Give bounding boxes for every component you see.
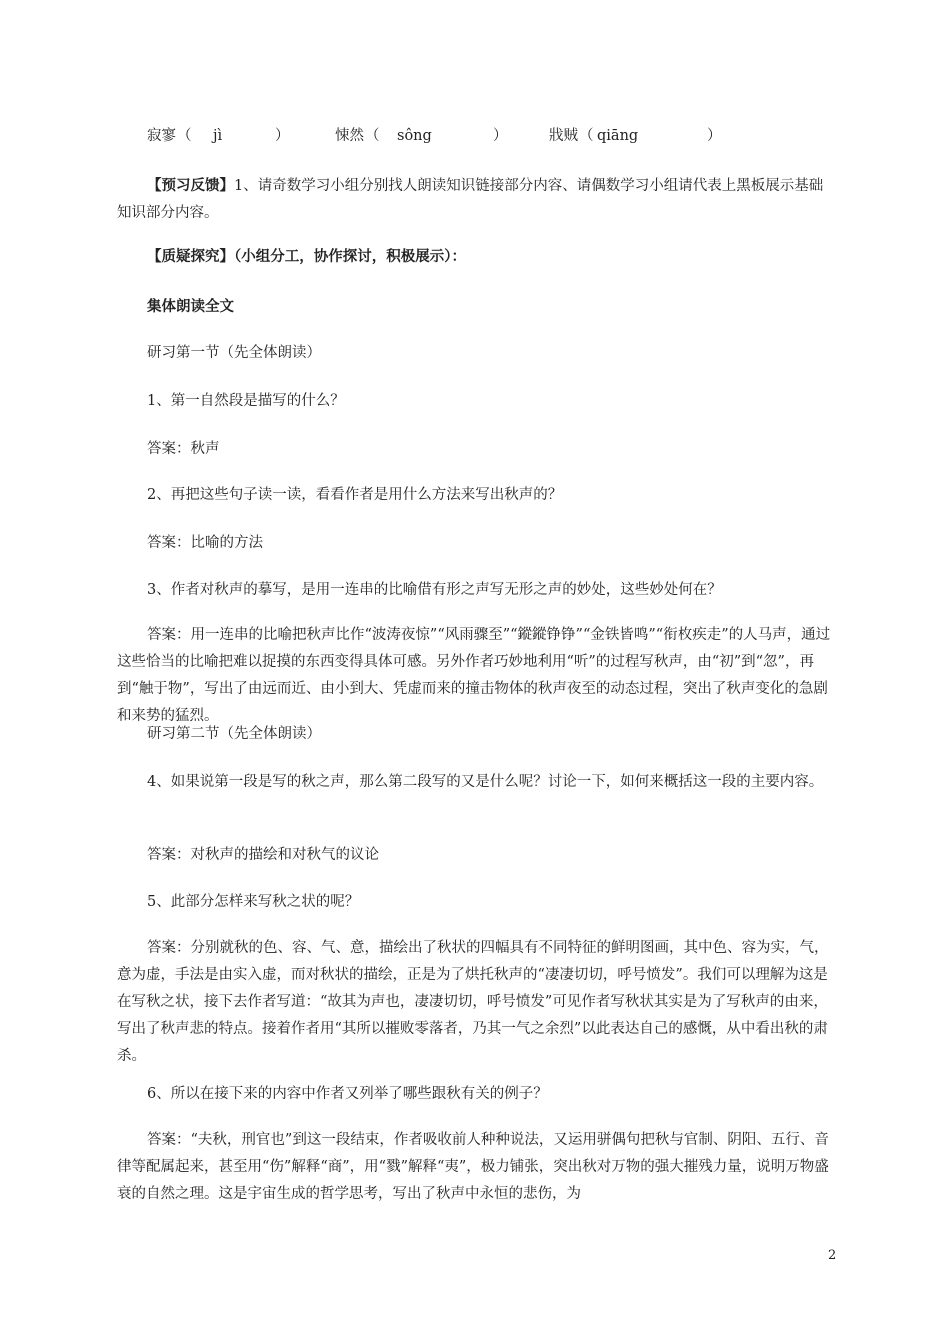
answer-1: 答案：秋声: [147, 441, 220, 457]
preview-feedback-label: 【预习反馈】: [147, 177, 234, 194]
section-2-heading: 研习第二节（先全体朗读）: [147, 726, 321, 742]
preview-feedback-text: 1、请奇数学习小组分别找人朗读知识链接部分内容、请偶数学习小组请代表上黑板展示基础知识部分内容。: [117, 178, 824, 221]
answer-2: 答案：比喻的方法: [147, 535, 263, 551]
pinyin-open-2: （: [365, 128, 380, 144]
section-1-heading: 研习第一节（先全体朗读）: [147, 345, 321, 361]
question-4: 4、如果说第一段是写的秋之声，那么第二段写的又是什么呢？讨论一下，如何来概括这一段的主要内容。: [147, 774, 824, 790]
pinyin-word-1: 寂寥: [147, 128, 176, 144]
pinyin-reading-2: sông: [397, 128, 432, 144]
collective-reading-heading: 集体朗读全文: [147, 298, 234, 315]
answer-6: 答案：“夫秋，刑官也”到这一段结束，作者吸收前人种种说法，又运用骈偶句把秋与官制、阴阳、五行、音律等配属起来，甚至用“伤”解释“商”，用“戮”解释“夷”，极力铺张，突出秋对万物的强大摧残力量，说明万物盛衰的自然之理。这是宇宙生成的哲学思考，写出了秋声中永恒的悲伤，为: [117, 1132, 829, 1202]
answer-4: 答案：对秋声的描绘和对秋气的议论: [147, 847, 379, 863]
pinyin-reading-3: qiāng: [597, 128, 639, 144]
page-number: 2: [828, 1248, 837, 1263]
question-1: 1、第一自然段是描写的什么？: [147, 393, 345, 409]
pinyin-close-1: ）: [275, 128, 290, 144]
inquiry-text: （小组分工，协作探讨，积极展示）：: [234, 248, 466, 265]
question-6: 6、所以在接下来的内容中作者又列举了哪些跟秋有关的例子？: [147, 1086, 548, 1102]
answer-5: 答案：分别就秋的色、容、气、意，描绘出了秋状的四幅具有不同特征的鲜明图画，其中色、容为实，气，意为虚，手法是由实入虚，而对秋状的描绘，正是为了烘托秋声的“凄凄切切，呼号愤发”。我们可以理解为这是在写秋之状，接下去作者写道：“故其为声也，凄凄切切，呼号愤发”可见作者写秋状其实是为了写秋声的由来，写出了秋声悲的特点。接着作者用“其所以摧败零落者，乃其一气之余烈”以此表达自己的感慨，从中看出秋的肃杀。: [117, 940, 829, 1064]
preview-feedback: [117, 172, 837, 227]
pinyin-open-1: （: [177, 128, 192, 144]
pinyin-word-3: 戕贼: [549, 128, 578, 144]
question-5: 5、此部分怎样来写秋之状的呢？: [147, 894, 360, 910]
inquiry-heading: [147, 243, 867, 271]
pinyin-reading-1: jì: [213, 128, 223, 144]
answer-3: 答案：用一连串的比喻把秋声比作“波涛夜惊”“风雨骤至”“鏦鏦铮铮”“金铁皆鸣”“衔枚疾走”的人马声，通过这些恰当的比喻把难以捉摸的东西变得具体可感。另外作者巧妙地利用“听”的过程写秋声，由“初”到“忽”，再到“触于物”，写出了由远而近、由小到大、凭虚而来的撞击物体的秋声夜至的动态过程，突出了秋声变化的急剧和来势的猛烈。: [117, 627, 831, 724]
pinyin-word-2: 悚然: [335, 128, 364, 144]
pinyin-open-3: （: [579, 128, 594, 144]
question-2: 2、再把这些句子读一读，看看作者是用什么方法来写出秋声的？: [147, 487, 563, 503]
pinyin-row: [147, 123, 867, 150]
inquiry-label: 【质疑探究】: [147, 248, 234, 265]
pinyin-close-3: ）: [707, 128, 722, 144]
pinyin-close-2: ）: [493, 128, 508, 144]
question-3: 3、作者对秋声的摹写，是用一连串的比喻借有形之声写无形之声的妙处，这些妙处何在？: [147, 582, 722, 598]
